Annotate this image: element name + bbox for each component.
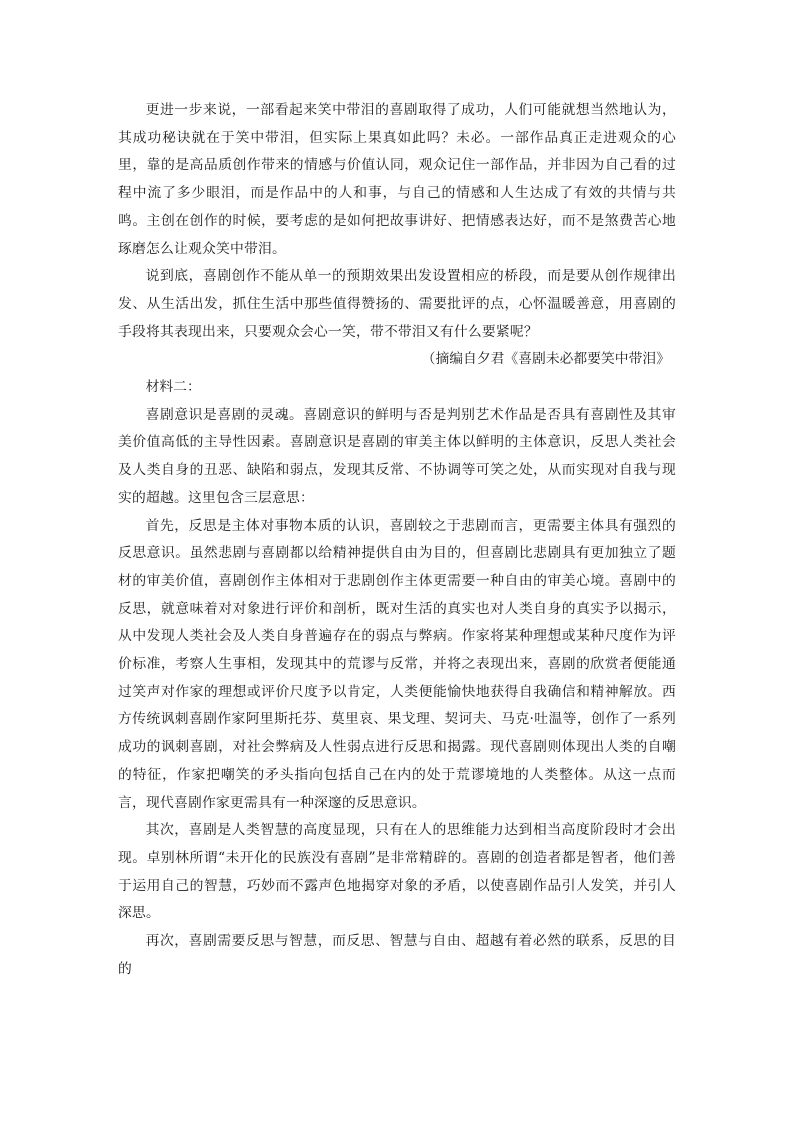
paragraph-third-freedom: 再次，喜剧需要反思与智慧，而反思、智慧与自由、超越有着必然的联系，反思的目的 (118, 933, 676, 977)
paragraph-comedy-consciousness: 喜剧意识是喜剧的灵魂。喜剧意识的鲜明与否是判别艺术作品是否具有喜剧性及其审美价值高低的主导性因素。喜剧意识是喜剧的审美主体以鲜明的主体意识，反思人类社会及人类自身的丑恶、缺陷和弱点，发现其反常、不协调等可笑之处，从而实现对自我与现实的超越。这里包含三层意思： (118, 406, 676, 506)
document-page (118, 97, 676, 984)
paragraph-conclusion: 说到底，喜剧创作不能从单一的预期效果出发设置相应的桥段，而是要从创作规律出发、从生活出发，抓住生活中那些值得赞扬的、需要批评的点，心怀温暖善意，用喜剧的手段将其表现出来，只要观众会心一笑，带不带泪又有什么要紧呢？ (118, 268, 676, 340)
paragraph-success-formula: 更进一步来说，一部看起来笑中带泪的喜剧取得了成功，人们可能就想当然地认为，其成功秘诀就在于笑中带泪，但实际上果真如此吗？未必。一部作品真正走进观众的心里，靠的是高品质创作带来的情感与价值认同，观众记住一部作品，并非因为自己看的过程中流了多少眼泪，而是作品中的人和事，与自己的情感和人生达成了有效的共情与共鸣。主创在创作的时候，要考虑的是如何把故事讲好、把情感表达好，而不是煞费苦心地琢磨怎么让观众笑中带泪。 (118, 102, 676, 257)
source-citation: （摘编自夕君《喜剧未必都要笑中带泪》 (421, 351, 670, 368)
paragraph-second-wisdom: 其次，喜剧是人类智慧的高度显现，只有在人的思维能力达到相当高度阶段时才会出现。卓别林所谓“未开化的民族没有喜剧”是非常精辟的。喜剧的创造者都是智者，他们善于运用自己的智慧，巧妙而不露声色地揭穿对象的矛盾，以使喜剧作品引人发笑，并引人深思。 (118, 822, 676, 922)
material-heading: 材料二： (145, 379, 201, 396)
paragraph-first-reflection: 首先，反思是主体对事物本质的认识，喜剧较之于悲剧而言，更需要主体具有强烈的反思意识。虽然悲剧与喜剧都以给精神提供自由为目的，但喜剧比悲剧具有更加独立了题材的审美价值，喜剧创作主体相对于悲剧创作主体更需要一种自由的审美心境。喜剧中的反思，就意味着对对象进行评价和剖析，既对生活的真实也对人类自身的真实予以揭示，从中发现人类社会及人类自身普遍存在的弱点与弊病。作家将某种理想或某种尺度作为评价标准，考察人生事相，发现其中的荒谬与反常，并将之表现出来，喜剧的欣赏者便能通过笑声对作家的理想或评价尺度予以肯定，人类便能愉快地获得自我确信和精神解放。西方传统讽刺喜剧作家阿里斯托芬、莫里哀、果戈理、契诃夫、马克·吐温等，创作了一系列成功的讽刺喜剧，对社会弊病及人性弱点进行反思和揭露。现代喜剧则体现出人类的自嘲的特征，作家把嘲笑的矛头指向包括自己在内的处于荒谬境地的人类整体。从这一点而言，现代喜剧作家更需具有一种深邃的反思意识。 (118, 517, 676, 811)
